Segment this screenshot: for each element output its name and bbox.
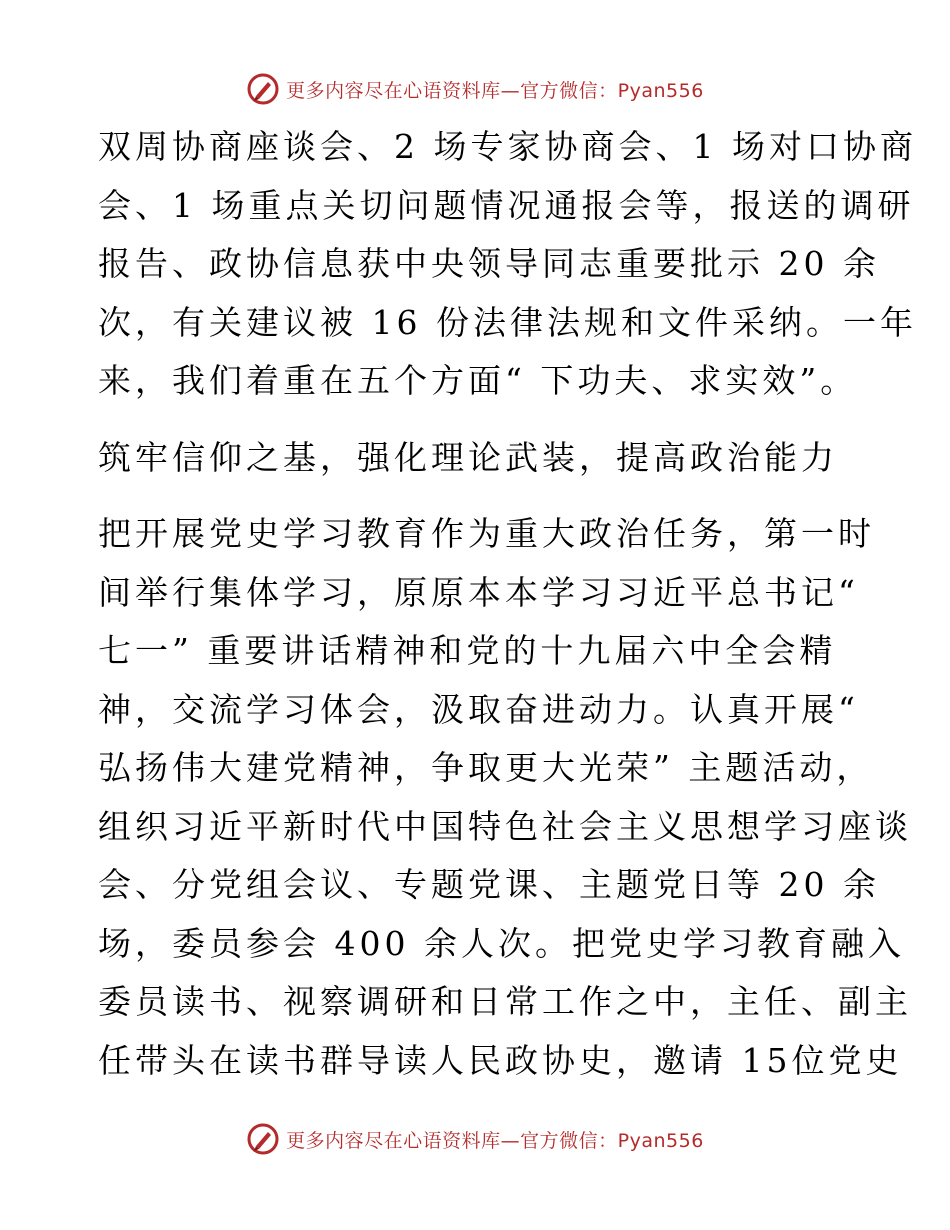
text-line: 任带头在读书群导读人民政协史，邀请 15位党史 [98, 1040, 903, 1080]
text-line: 七一” 重要讲话精神和党的十九届六中全会精 [98, 631, 837, 670]
text-line: 委员读书、视察调研和日常工作之中，主任、副主 [98, 982, 912, 1021]
text-line: 组织习近平新时代中国特色社会主义思想学习座谈 [98, 806, 912, 846]
header-watermark [0, 72, 950, 106]
text-line: 会、分党组会议、专题党课、主题党日等 20 余 [98, 865, 880, 904]
pen-logo-icon [246, 72, 280, 106]
text-line: 场，委员参会 400 余人次。把党史学习教育融入 [98, 923, 905, 963]
text-line: 会、1 场重点关切问题情况通报会等，报送的调研 [98, 185, 915, 225]
document-body [98, 118, 917, 1090]
footer-watermark [0, 1122, 950, 1156]
watermark-text: 更多内容尽在心语资料库—官方微信：Pyan556 [286, 1129, 704, 1152]
text-line: 双周协商座谈会、2 场专家协商会、1 场对口协商 [98, 127, 917, 166]
text-line: 来，我们着重在五个方面“ 下功夫、求实效”。 [98, 361, 858, 400]
watermark-text: 更多内容尽在心语资料库—官方微信：Pyan556 [286, 79, 704, 102]
pen-logo-icon [246, 1122, 280, 1156]
text-line: 报告、政协信息获中央领导同志重要批示 20 余 [98, 244, 880, 283]
text-line: 神，交流学习体会，汲取奋进动力。认真开展“ [98, 689, 859, 729]
text-line: 把开展党史学习教育作为重大政治任务，第一时 [98, 514, 875, 553]
text-line: 间举行集体学习，原原本本学习习近平总书记“ [98, 572, 859, 612]
text-line: 弘扬伟大建党精神，争取更大光荣” 主题活动， [98, 748, 874, 787]
section-heading: 筑牢信仰之基，强化理论武装，提高政治能力 [98, 437, 838, 477]
text-line: 次，有关建议被 16 份法律法规和文件采纳。一年 [98, 302, 917, 342]
